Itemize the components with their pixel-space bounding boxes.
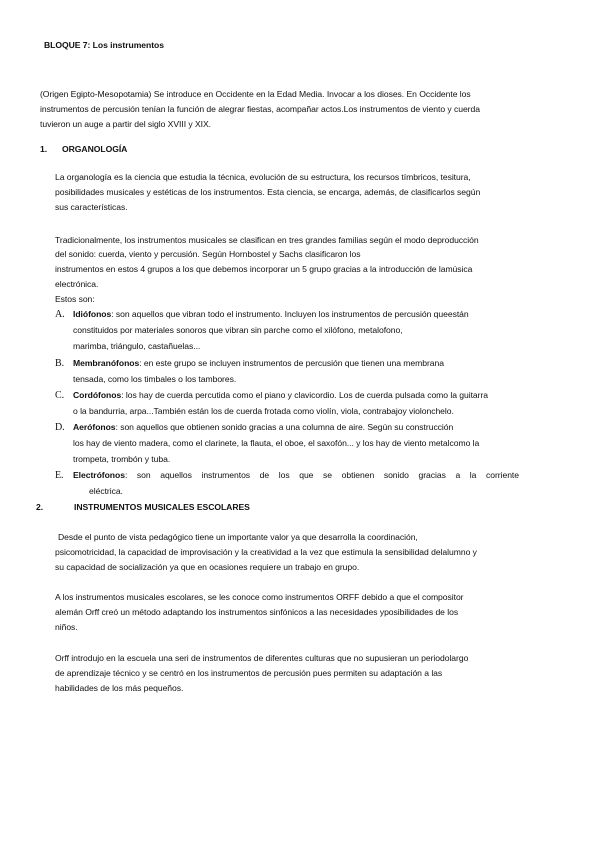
section-2-heading: INSTRUMENTOS MUSICALES ESCOLARES bbox=[74, 502, 250, 512]
list-line: constituidos por materiales sonoros que vibran sin parche como el xilófono, metalofono, bbox=[73, 325, 403, 335]
list-first-line bbox=[73, 309, 469, 320]
intro-line: (Origen Egipto-Mesopotamia) Se introduce en Occidente en la Edad Media. Invocar a los dioses. En Occidente los bbox=[40, 89, 471, 99]
list-first-line bbox=[73, 470, 519, 481]
paragraph-line: del sonido: cuerda, viento y percusión. Según Hornbostel y Sachs clasificaron los bbox=[55, 249, 361, 259]
term-cordofonos: Cordófonos bbox=[73, 390, 122, 400]
section-2-number: 2. bbox=[36, 502, 44, 512]
paragraph-line: su capacidad de socialización ya que en ocasiones requiere un trabajo en grupo. bbox=[55, 562, 360, 572]
list-line: tensada, como los timbales o los tambores. bbox=[73, 374, 237, 384]
list-line: eléctrica. bbox=[89, 486, 123, 496]
list-letter: A. bbox=[55, 309, 65, 320]
paragraph-line: habilidades de los más pequeños. bbox=[55, 683, 184, 693]
paragraph-line: Tradicionalmente, los instrumentos musicales se clasifican en tres grandes familias según el modo deproducción bbox=[55, 235, 479, 245]
term-description: : son aquellos instrumentos de los que se obtienen sonido gracias a la corriente bbox=[124, 470, 519, 480]
paragraph-line: Orff introdujo en la escuela una seri de instrumentos de diferentes culturas que no supusieran un periodolargo bbox=[55, 653, 469, 663]
intro-line: tuvieron un auge a partir del siglo XVIII y XIX. bbox=[40, 119, 212, 129]
term-electrofonos: Electrófonos bbox=[73, 470, 125, 480]
paragraph-line: Estos son: bbox=[55, 294, 95, 304]
list-first-line bbox=[73, 358, 444, 369]
term-description: : son aquellos que obtienen sonido gracias a una columna de aire. Según su construcción bbox=[115, 422, 454, 432]
term-aerofonos: Aerófonos bbox=[73, 422, 116, 432]
term-membranofonos: Membranófonos bbox=[73, 358, 140, 368]
list-letter: C. bbox=[55, 390, 65, 401]
paragraph-line: posibilidades musicales y estéticas de los instrumentos. Esta ciencia, se encarga, además, de clasificarlos según bbox=[55, 187, 481, 197]
list-letter: E. bbox=[55, 470, 64, 481]
term-description: : en este grupo se incluyen instrumentos de percusión que tienen una membrana bbox=[139, 358, 444, 368]
list-first-line bbox=[73, 390, 488, 401]
paragraph-line: instrumentos en estos 4 grupos a los que debemos incorporar un 5 grupo gracias a la introducción de lamúsica bbox=[55, 264, 473, 274]
list-line: los hay de viento madera, como el clarinete, la flauta, el oboe, el saxofón... y los hay de viento metalcomo la bbox=[73, 438, 480, 448]
list-line: trompeta, trombón y tuba. bbox=[73, 454, 171, 464]
paragraph-line: niños. bbox=[55, 622, 78, 632]
list-letter: B. bbox=[55, 358, 65, 369]
paragraph-line: La organología es la ciencia que estudia la técnica, evolución de su estructura, los recursos tímbricos, tesitura, bbox=[55, 172, 471, 182]
term-description: : son aquellos que vibran todo el instrumento. Incluyen los instrumentos de percusión queestán bbox=[111, 309, 469, 319]
paragraph-line: de aprendizaje técnico y se centró en los instrumentos de percusión pues permiten su adaptación a las bbox=[55, 668, 443, 678]
term-idiofonos: Idiófonos bbox=[73, 309, 112, 319]
section-1-heading: ORGANOLOGÍA bbox=[62, 144, 128, 154]
intro-line: instrumentos de percusión tenían la función de alegrar fiestas, acompañar actos.Los instrumentos de viento y cuerda bbox=[40, 104, 480, 114]
paragraph-line: sus características. bbox=[55, 202, 128, 212]
list-letter: D. bbox=[55, 422, 65, 433]
paragraph-line: electrónica. bbox=[55, 279, 99, 289]
list-line: o la bandurria, arpa...También están los de cuerda frotada como violín, viola, contrabajoy violonchelo. bbox=[73, 406, 454, 416]
paragraph-line: alemán Orff creó un método adaptando los instrumentos sinfónicos a las necesidades yposibilidades de los bbox=[55, 607, 459, 617]
term-description: : los hay de cuerda percutida como el piano y clavicordio. Los de cuerda pulsada como la guitarra bbox=[121, 390, 489, 400]
section-1-number: 1. bbox=[40, 144, 48, 154]
paragraph-line: psicomotricidad, la capacidad de improvisación y la creatividad a la vez que estimula la sensibilidad delalumno y bbox=[55, 547, 477, 557]
list-line: marimba, triángulo, castañuelas... bbox=[73, 341, 201, 351]
list-first-line bbox=[73, 422, 453, 433]
paragraph-line: A los instrumentos musicales escolares, se les conoce como instrumentos ORFF debido a que el compositor bbox=[55, 592, 464, 602]
document-title: BLOQUE 7: Los instrumentos bbox=[44, 40, 164, 50]
paragraph-line: Desde el punto de vista pedagógico tiene un importante valor ya que desarrolla la coordinación, bbox=[58, 532, 418, 542]
